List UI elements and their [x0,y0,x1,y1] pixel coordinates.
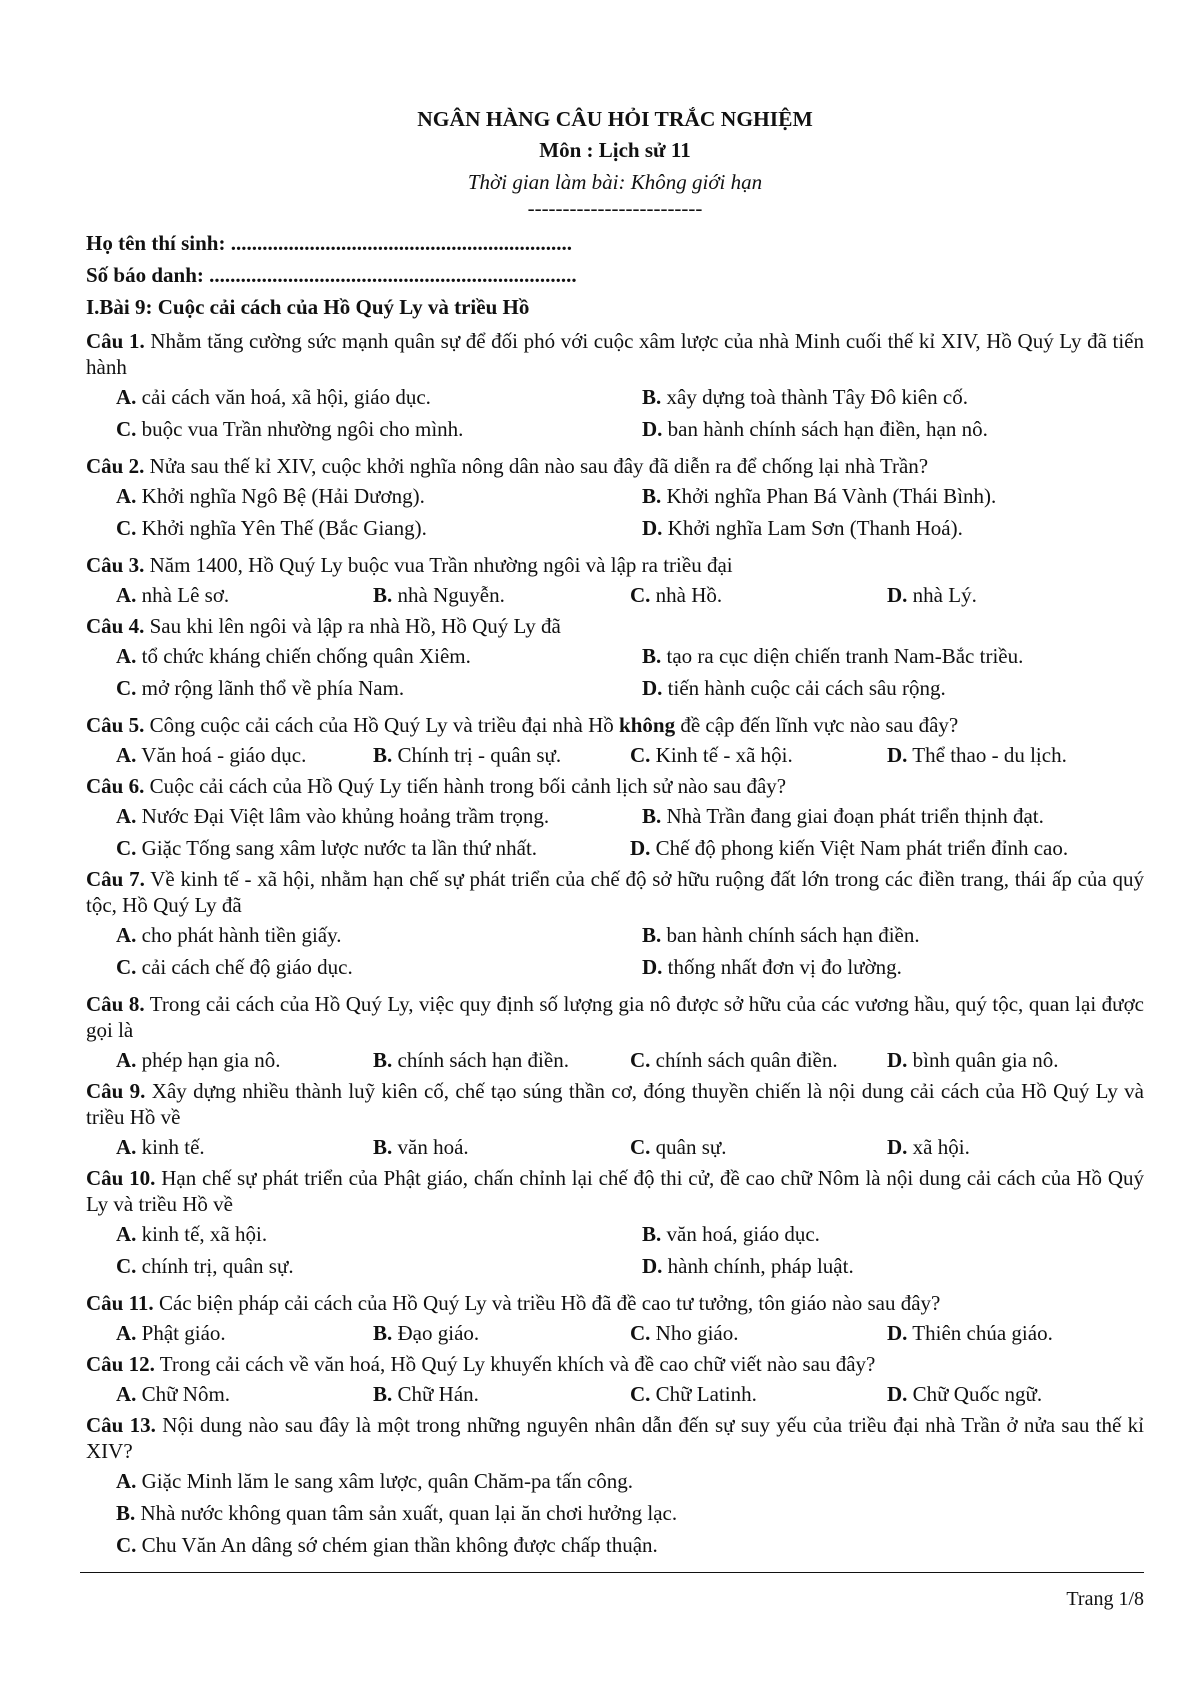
footer-divider [80,1572,1144,1573]
option-label: B. [373,1321,393,1345]
answer-option-b[interactable] [373,582,630,608]
answer-option-a[interactable] [116,742,373,768]
question-label: Câu 6. [86,774,145,798]
option-label: B. [642,923,662,947]
option-text: ban hành chính sách hạn điền, hạn nô. [667,417,988,441]
option-text: cải cách chế độ giáo dục. [141,955,353,979]
question-label: Câu 8. [86,992,145,1016]
option-label: C. [116,1254,137,1278]
answer-option-c[interactable] [630,1134,887,1160]
option-label: C. [630,743,651,767]
option-text: Phật giáo. [141,1321,226,1345]
option-text: Nho giáo. [655,1321,739,1345]
option-label: C. [630,583,651,607]
option-text: Văn hoá - giáo dục. [141,743,307,767]
option-label: D. [630,836,651,860]
question-text: Trong cải cách về văn hoá, Hồ Quý Ly khuyến khích và đề cao chữ viết nào sau đây? [159,1352,876,1376]
option-text: xã hội. [912,1135,970,1159]
option-label: A. [116,644,137,668]
option-label: A. [116,1382,137,1406]
answer-option-d[interactable] [630,1253,1144,1279]
answer-options [86,384,1144,448]
student-id-line: Số báo danh: ...................................................................... [86,263,577,287]
question-text: Cuộc cải cách của Hồ Quý Ly tiến hành trong bối cảnh lịch sử nào sau đây? [149,774,787,798]
option-text: Kinh tế - xã hội. [655,743,793,767]
question-text: Xây dựng nhiều thành luỹ kiên cố, chế tạo súng thần cơ, đóng thuyền chiến là nội dung cải cách của Hồ Quý Ly và triều Hồ về [86,1079,1144,1129]
option-label: B. [642,1222,662,1246]
section-title: I.Bài 9: Cuộc cải cách của Hồ Quý Ly và triều Hồ [86,295,530,319]
header-divider: ------------------------- [527,196,703,220]
option-label: B. [116,1501,136,1525]
student-name-line: Họ tên thí sinh: ................................................................. [86,231,572,255]
question-label: Câu 9. [86,1079,146,1103]
option-label: B. [373,583,393,607]
option-text: hành chính, pháp luật. [667,1254,854,1278]
question-text: Nhằm tăng cường sức mạnh quân sự để đối phó với cuộc xâm lược của nhà Minh cuối thế kỉ XIV, Hồ Quý Ly đã tiến hành [86,329,1144,379]
answer-option-d[interactable] [630,836,1068,860]
question-text: Công cuộc cải cách của Hồ Quý Ly và triều đại nhà Hồ [149,713,614,737]
answer-options [86,1381,1144,1407]
question-label: Câu 3. [86,553,145,577]
answer-option-c[interactable] [116,515,630,541]
answer-option-d[interactable] [630,954,1144,980]
option-label: A. [116,1048,137,1072]
option-text: Chế độ phong kiến Việt Nam phát triển đỉnh cao. [655,836,1069,860]
question-10 [86,1165,1144,1217]
option-text: Nước Đại Việt lâm vào khủng hoảng trầm trọng. [141,804,550,828]
answer-option-a[interactable] [116,582,373,608]
option-text: Khởi nghĩa Phan Bá Vành (Thái Bình). [666,484,997,508]
option-text: kinh tế, xã hội. [141,1222,268,1246]
answer-options [86,1468,1144,1564]
answer-options [86,1047,1144,1073]
question-text: Về kinh tế - xã hội, nhằm hạn chế sự phát triển của chế độ sở hữu ruộng đất lớn trong các điền trang, thái ấp của quý tộc, Hồ Quý Ly đã [86,867,1144,917]
option-text: chính sách hạn điền. [397,1048,569,1072]
answer-option-d[interactable] [630,416,1144,442]
answer-options [86,1320,1144,1346]
answer-option-a[interactable] [116,1047,373,1073]
option-text: nhà Lê sơ. [141,583,230,607]
question-text: Trong cải cách của Hồ Quý Ly, việc quy định số lượng gia nô được sở hữu của các vương hầu, quý tộc, quan lại được gọi là [86,992,1144,1042]
option-text: bình quân gia nô. [912,1048,1059,1072]
answer-option-b[interactable] [373,1134,630,1160]
answer-option-c[interactable] [630,742,887,768]
option-text: thống nhất đơn vị đo lường. [667,955,902,979]
option-text: chính sách quân điền. [655,1048,838,1072]
answer-option-d[interactable] [630,515,1144,541]
option-text: Chữ Nôm. [141,1382,231,1406]
question-label: Câu 10. [86,1166,156,1190]
option-label: D. [642,516,663,540]
answer-options [86,922,1144,986]
option-text: văn hoá, giáo dục. [666,1222,820,1246]
option-label: C. [630,1321,651,1345]
option-label: D. [887,743,908,767]
option-label: A. [116,1222,137,1246]
exam-subject: Môn : Lịch sử 11 [539,138,691,162]
option-text: tổ chức kháng chiến chống quân Xiêm. [141,644,471,668]
answer-option-b[interactable] [116,1500,1144,1526]
answer-options [86,1134,1144,1160]
option-text: ban hành chính sách hạn điền. [666,923,920,947]
answer-option-c[interactable] [630,1047,887,1073]
option-text: Thiên chúa giáo. [912,1321,1053,1345]
option-label: A. [116,1469,137,1493]
option-label: C. [630,1048,651,1072]
option-label: D. [642,417,663,441]
question-text: đề cập đến lĩnh vực nào sau đây? [680,713,959,737]
question-label: Câu 7. [86,867,145,891]
option-text: văn hoá. [397,1135,469,1159]
question-3 [86,552,1144,578]
option-label: B. [373,1135,393,1159]
option-label: D. [887,1135,908,1159]
option-text: Chính trị - quân sự. [397,743,562,767]
page-number: Trang 1/8 [1066,1588,1144,1610]
option-text: Thể thao - du lịch. [912,743,1067,767]
option-text: Khởi nghĩa Lam Sơn (Thanh Hoá). [667,516,963,540]
answer-option-c[interactable] [630,1381,887,1407]
option-text: buộc vua Trần nhường ngôi cho mình. [141,417,464,441]
answer-option-b[interactable] [630,1221,1144,1247]
answer-option-a[interactable] [116,1134,373,1160]
answer-option-a[interactable] [116,1468,1144,1494]
question-label: Câu 13. [86,1413,156,1437]
option-label: C. [630,1135,651,1159]
option-text: Giặc Tống sang xâm lược nước ta lần thứ nhất. [141,836,538,860]
option-text: nhà Hồ. [655,583,723,607]
question-7 [86,866,1144,918]
answer-option-a[interactable] [116,483,630,509]
question-13 [86,1412,1144,1464]
option-text: Chữ Quốc ngữ. [912,1382,1043,1406]
option-text: Chữ Latinh. [655,1382,757,1406]
option-label: D. [642,955,663,979]
option-text: tạo ra cục diện chiến tranh Nam-Bắc triều. [666,644,1024,668]
option-label: D. [642,676,663,700]
question-text: Nội dung nào sau đây là một trong những nguyên nhân dẫn đến sự suy yếu của triều đại nhà Trần ở nửa sau thế kỉ XIV? [86,1413,1144,1463]
answer-option-c[interactable] [116,954,630,980]
option-label: D. [887,583,908,607]
option-text: xây dựng toà thành Tây Đô kiên cố. [666,385,968,409]
answer-option-d[interactable] [887,582,1144,608]
option-text: chính trị, quân sự. [141,1254,294,1278]
answer-option-b[interactable] [373,1381,630,1407]
question-label: Câu 11. [86,1291,154,1315]
answer-option-a[interactable] [116,1221,630,1247]
question-12 [86,1351,1144,1377]
question-4 [86,613,1144,639]
option-label: D. [887,1321,908,1345]
option-label: C. [116,955,137,979]
answer-options [86,742,1144,768]
option-label: D. [887,1048,908,1072]
exam-page [86,104,1144,1564]
answer-option-b[interactable] [630,483,1144,509]
answer-option-b[interactable] [373,742,630,768]
question-emphasis: không [619,713,676,737]
answer-option-a[interactable] [116,1381,373,1407]
option-text: mở rộng lãnh thổ về phía Nam. [141,676,405,700]
option-label: A. [116,923,137,947]
option-label: D. [887,1382,908,1406]
option-label: C. [116,836,137,860]
answer-option-b[interactable] [373,1320,630,1346]
option-label: A. [116,484,137,508]
option-label: B. [373,743,393,767]
option-text: nhà Nguyễn. [397,583,505,607]
option-label: A. [116,1135,137,1159]
question-8 [86,991,1144,1043]
answer-option-b[interactable] [630,643,1144,669]
answer-options [86,803,1144,861]
option-label: B. [642,804,662,828]
answer-option-c[interactable] [116,416,630,442]
answer-option-c[interactable] [116,675,630,701]
answer-options [86,582,1144,608]
answer-option-b[interactable] [630,922,1144,948]
question-label: Câu 12. [86,1352,155,1376]
option-label: A. [116,804,137,828]
answer-option-a[interactable] [116,643,630,669]
question-5 [86,712,1144,738]
answer-option-a[interactable] [116,922,630,948]
option-text: tiến hành cuộc cải cách sâu rộng. [667,676,946,700]
option-label: C. [116,676,137,700]
answer-option-c[interactable] [630,1320,887,1346]
exam-time: Thời gian làm bài: Không giới hạn [467,170,763,194]
option-text: kinh tế. [141,1135,205,1159]
answer-option-c[interactable] [116,1253,630,1279]
option-label: C. [630,1382,651,1406]
question-label: Câu 2. [86,454,145,478]
question-list [86,328,1144,1564]
option-label: B. [373,1048,393,1072]
question-text: Hạn chế sự phát triển của Phật giáo, chấn chỉnh lại chế độ thi cử, đề cao chữ Nôm là nội dung cải cách của Hồ Quý Ly và triều Hồ về [86,1166,1144,1216]
option-label: A. [116,743,137,767]
answer-options [86,1221,1144,1285]
question-1 [86,328,1144,380]
question-text: Năm 1400, Hồ Quý Ly buộc vua Trần nhường ngôi và lập ra triều đại [149,553,733,577]
answer-option-d[interactable] [887,1320,1144,1346]
option-text: quân sự. [655,1135,727,1159]
answer-option-a[interactable] [116,803,630,829]
answer-option-a[interactable] [116,384,630,410]
option-label: C. [116,1533,137,1557]
option-text: Khởi nghĩa Yên Thế (Bắc Giang). [141,516,427,540]
question-9 [86,1078,1144,1130]
question-text: Các biện pháp cải cách của Hồ Quý Ly và triều Hồ đã đề cao tư tưởng, tôn giáo nào sau đây? [158,1291,941,1315]
option-text: Chữ Hán. [397,1382,479,1406]
answer-options [86,643,1144,707]
option-text: nhà Lý. [912,583,977,607]
option-text: Nhà Trần đang giai đoạn phát triển thịnh đạt. [666,804,1044,828]
question-11 [86,1290,1144,1316]
option-label: A. [116,1321,137,1345]
option-text: Chu Văn An dâng sớ chém gian thần không được chấp thuận. [141,1533,658,1557]
question-2 [86,453,1144,479]
answer-option-a[interactable] [116,1320,373,1346]
option-text: Giặc Minh lăm le sang xâm lược, quân Chăm-pa tấn công. [141,1469,634,1493]
option-text: Nhà nước không quan tâm sản xuất, quan lại ăn chơi hưởng lạc. [140,1501,678,1525]
option-text: phép hạn gia nô. [141,1048,281,1072]
question-text: Sau khi lên ngôi và lập ra nhà Hồ, Hồ Quý Ly đã [149,614,561,638]
answer-option-c[interactable] [116,1532,1144,1558]
question-label: Câu 5. [86,713,145,737]
answer-option-c[interactable] [630,582,887,608]
option-label: D. [642,1254,663,1278]
answer-options [86,483,1144,547]
answer-option-d[interactable] [887,1381,1144,1407]
option-label: B. [373,1382,393,1406]
option-label: C. [116,417,137,441]
answer-option-b[interactable] [630,384,1144,410]
option-label: A. [116,583,137,607]
answer-option-d[interactable] [887,1134,1144,1160]
answer-option-d[interactable] [887,742,1144,768]
option-text: Đạo giáo. [397,1321,480,1345]
answer-option-b[interactable] [630,803,1144,829]
answer-option-d[interactable] [630,675,1144,701]
option-text: cho phát hành tiền giấy. [141,923,342,947]
question-label: Câu 1. [86,329,145,353]
option-text: cải cách văn hoá, xã hội, giáo dục. [141,385,431,409]
option-label: C. [116,516,137,540]
answer-option-b[interactable] [373,1047,630,1073]
answer-option-d[interactable] [887,1047,1144,1073]
option-label: B. [642,385,662,409]
question-text: Nửa sau thế kỉ XIV, cuộc khởi nghĩa nông dân nào sau đây đã diễn ra để chống lại nhà Trần? [149,454,929,478]
option-label: A. [116,385,137,409]
option-text: Khởi nghĩa Ngô Bệ (Hải Dương). [141,484,425,508]
question-6 [86,773,1144,799]
exam-title: NGÂN HÀNG CÂU HỎI TRẮC NGHIỆM [417,107,813,131]
answer-option-c[interactable] [116,835,630,861]
option-label: B. [642,484,662,508]
question-label: Câu 4. [86,614,145,638]
option-label: B. [642,644,662,668]
